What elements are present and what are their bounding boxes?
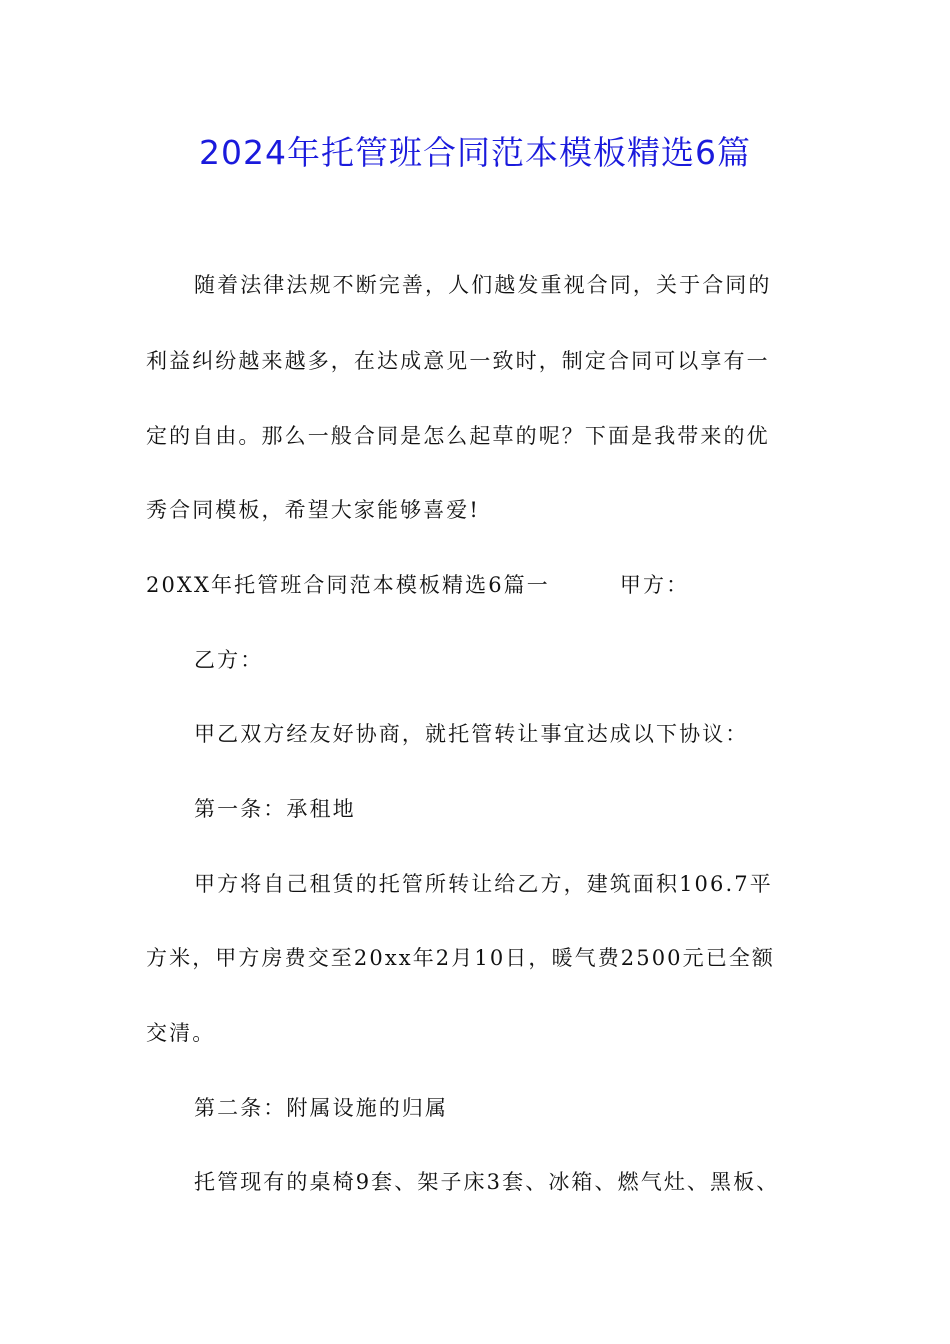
section-heading-row: [146, 570, 689, 600]
intro-line-3: 定的自由。那么一般合同是怎么起草的呢？下面是我带来的优: [146, 424, 770, 448]
party-b-label: 乙方：: [194, 648, 264, 672]
section-heading: 20XX年托管班合同范本模板精选6篇一: [146, 573, 550, 597]
article-2-title: 第二条：附属设施的归属: [194, 1096, 449, 1120]
intro-line-2: 利益纠纷越来越多，在达成意见一致时，制定合同可以享有一: [146, 349, 770, 373]
document-title: 2024年托管班合同范本模板精选6篇: [199, 133, 751, 172]
article-1-line-3: 交清。: [146, 1021, 216, 1045]
article-1-title: 第一条：承租地: [194, 797, 356, 821]
agreement-intro: 甲乙双方经友好协商，就托管转让事宜达成以下协议：: [194, 722, 749, 746]
intro-line-4: 秀合同模板，希望大家能够喜爱!: [146, 498, 480, 522]
party-a-label: 甲方：: [619, 573, 690, 597]
intro-line-1: 随着法律法规不断完善，人们越发重视合同，关于合同的: [194, 273, 772, 297]
article-1-line-2: 方米，甲方房费交至20xx年2月10日，暖气费2500元已全额: [146, 946, 776, 970]
article-1-line-1: 甲方将自己租赁的托管所转让给乙方，建筑面积106.7平: [194, 872, 773, 896]
article-2-line-1: 托管现有的桌椅9套、架子床3套、冰箱、燃气灶、黑板、: [194, 1170, 780, 1194]
